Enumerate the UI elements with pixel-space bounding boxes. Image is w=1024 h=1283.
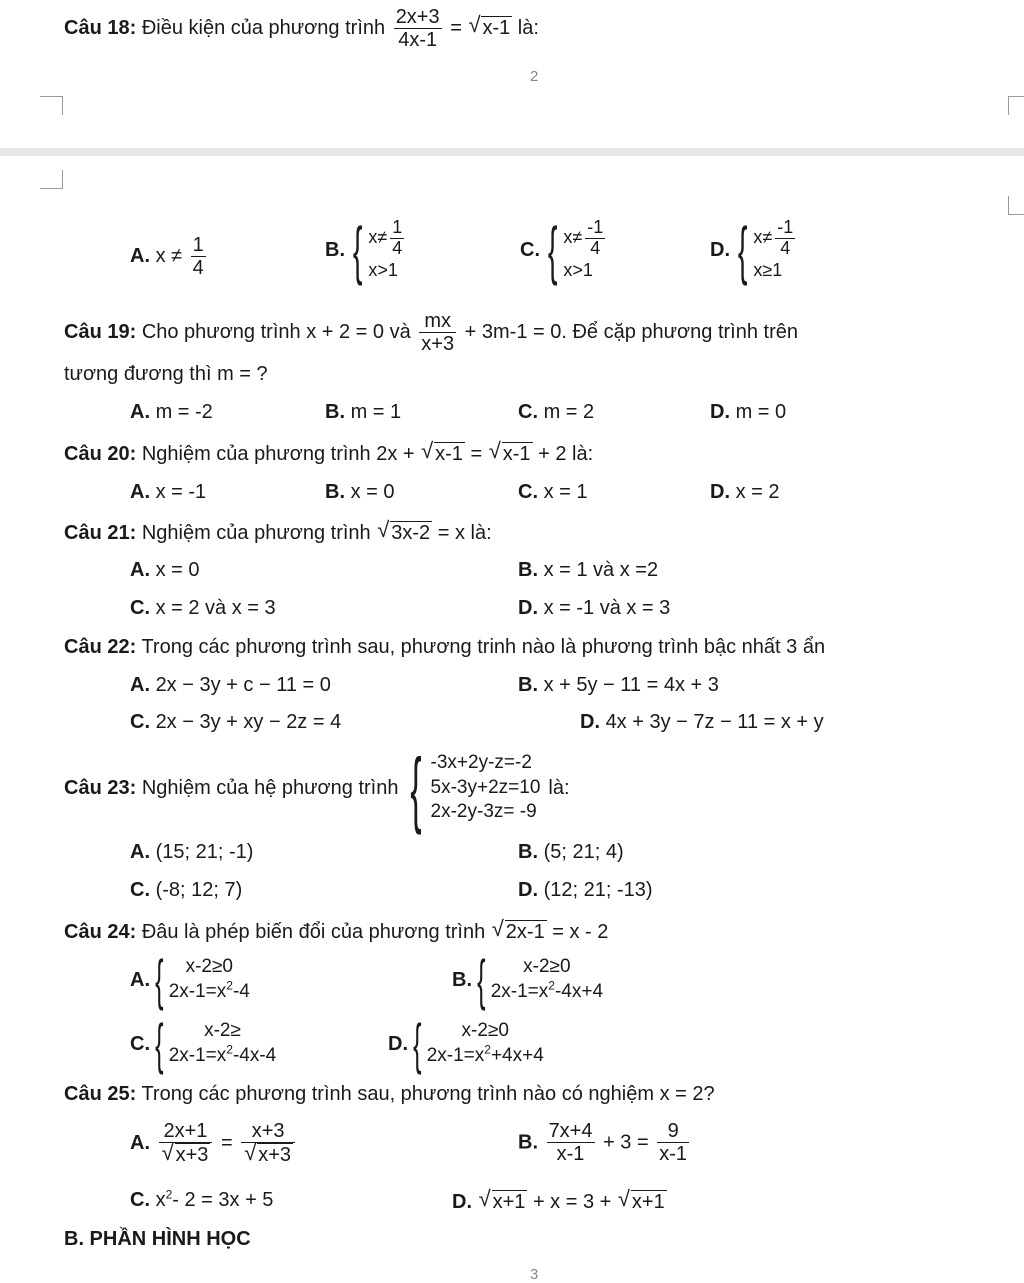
q22-option-d: D. 4x + 3y − 7z − 11 = x + y <box>580 711 824 733</box>
q24-option-c: C. { x-2≥ $2x-1=x^2-4x-4$ <box>130 1012 277 1075</box>
q25-option-a: A. 2x+1 √ x+3 = x+3 √ x+3 <box>130 1120 298 1166</box>
q19-option-c: C. m = 2 <box>518 401 595 423</box>
q19-stem: Câu 19: Cho phương trình x + 2 = 0 và $\frac{mx}{x+3}$ + 3m-1 = 0. Để cặp phương trình trên <box>64 310 798 355</box>
q21-option-b: B. x = 1 và x =2 <box>518 559 659 581</box>
page-corner-mark <box>40 170 63 189</box>
q18-fraction: $\frac{2x+3}{4x-1}$ <box>395 6 440 51</box>
q21-option-d: D. x = -1 và x = 3 <box>518 597 671 619</box>
q23-option-b: B. (5; 21; 4) <box>518 841 624 863</box>
q22-option-a: A. 2x − 3y + c − 11 = 0 <box>130 674 331 696</box>
q18-option-a: A. x ≠ $\frac{1}{4}$ <box>130 234 204 279</box>
q18-option-b: B. { x≠ $\frac{1}{4}$ x>1 <box>325 214 403 286</box>
page-corner-mark <box>40 96 63 115</box>
section-heading: B. PHẦN HÌNH HỌC <box>64 1228 251 1250</box>
q19-option-d: D. m = 0 <box>710 401 787 423</box>
q22-option-c: C. 2x − 3y + xy − 2z = 4 <box>130 711 342 733</box>
q24-stem: Câu 24: Đâu là phép biến đổi của phương trình √ 2x-1 = x - 2 <box>64 920 608 943</box>
q23-system: -3x+2y-z=-2 5x-3y+2z=10 2x-2y-3z= -9 <box>430 751 541 823</box>
q20-stem: Câu 20: Nghiệm của phương trình 2x + √ x-1 = √ x-1 + 2 là: <box>64 442 593 465</box>
q18-option-c: C. { x≠ $\frac{-1}{4}$ x>1 <box>520 214 604 286</box>
q25-option-b: B. $\frac{7x+4}{x-1}$ + 3 = $\frac{9}{x-1}$ <box>518 1120 688 1165</box>
q23-option-c: C. (-8; 12; 7) <box>130 879 243 901</box>
q19-option-b: B. m = 1 <box>325 401 402 423</box>
page-corner-mark <box>1008 196 1024 215</box>
q25-stem: Câu 25: Trong các phương trình sau, phương trình nào có nghiệm x = 2? <box>64 1083 715 1105</box>
q21-stem: Câu 21: Nghiệm của phương trình √ 3x-2 = x là: <box>64 521 492 544</box>
q20-option-b: B. x = 0 <box>325 481 395 503</box>
q24-option-d: D. { x-2≥0 $2x-1=x^2+4x+4$ <box>388 1012 544 1075</box>
q20-option-c: C. x = 1 <box>518 481 588 503</box>
q23-option-d: D. (12; 21; -13) <box>518 879 653 901</box>
q21-option-a: A. x = 0 <box>130 559 200 581</box>
q18-option-d: D. { x≠ $\frac{-1}{4}$ x≥1 <box>710 214 794 286</box>
q19-stem-line2: tương đương thì m = ? <box>64 363 268 385</box>
q25-option-d: D. √ x+1 + x = 3 + √ x+1 <box>452 1190 667 1213</box>
q24-option-a: A. { x-2≥0 $2x-1=x^2-4$ <box>130 948 250 1011</box>
q19-option-a: A. m = -2 <box>130 401 213 423</box>
page-number-top: 2 <box>530 68 539 85</box>
q18-label: Câu 18: <box>64 16 137 39</box>
q18-stem: Câu 18: Điều kiện của phương trình $\frac{2x+3}{4x-1}$ = √ x-1 là: <box>64 6 539 51</box>
q23-stem: Câu 23: Nghiệm của hệ phương trình { -3x+2y-z=-2 5x-3y+2z=10 2x-2y-3z= -9 là: <box>64 741 570 835</box>
q25-option-c: C. $x^2-$ 2 = 3x + 5 <box>130 1187 274 1211</box>
q22-option-b: B. x + 5y − 11 = 4x + 3 <box>518 674 719 696</box>
q18-sqrt: √ x-1 <box>469 16 512 39</box>
q22-stem: Câu 22: Trong các phương trình sau, phương trinh nào là phương trình bậc nhất 3 ẩn <box>64 636 826 658</box>
q20-option-d: D. x = 2 <box>710 481 780 503</box>
q21-option-c: C. x = 2 và x = 3 <box>130 597 276 619</box>
page-corner-mark <box>1008 96 1024 115</box>
page-number-bottom: 3 <box>530 1266 539 1283</box>
q23-option-a: A. (15; 21; -1) <box>130 841 254 863</box>
q20-option-a: A. x = -1 <box>130 481 207 503</box>
page-divider <box>0 148 1024 156</box>
q24-option-b: B. { x-2≥0 $2x-1=x^2-4x+4$ <box>452 948 604 1011</box>
